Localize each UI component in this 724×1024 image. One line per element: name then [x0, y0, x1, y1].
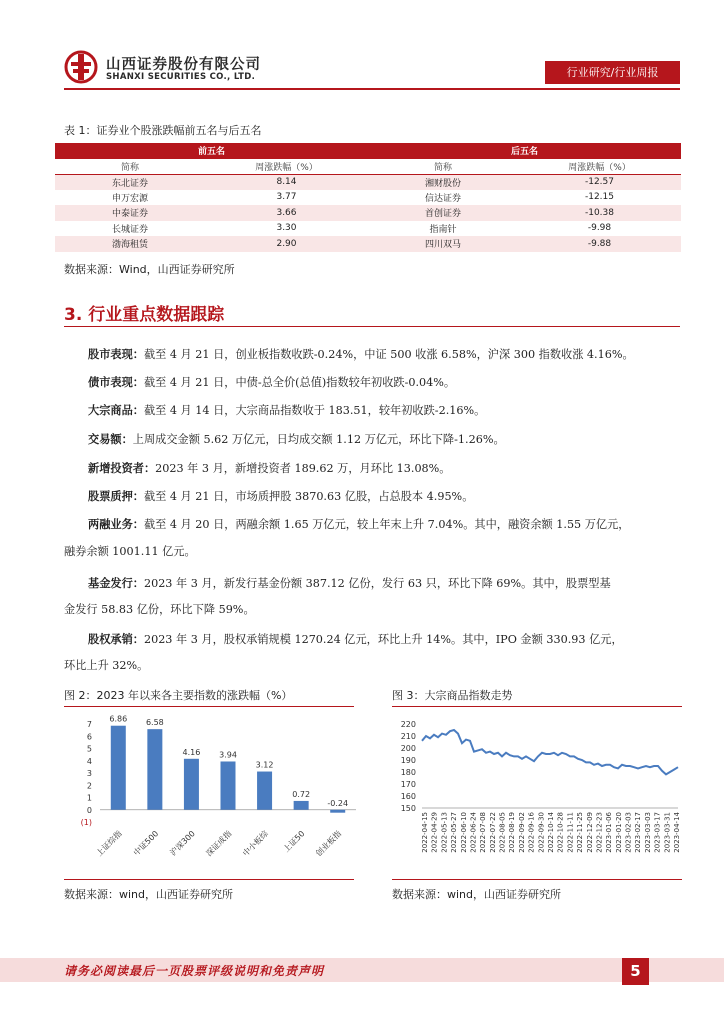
col-change-header: 周涨跌幅（%） — [568, 162, 631, 173]
paragraph-text: 截至 4 月 21 日，市场质押股 3870.63 亿股，占总股本 4.95%。 — [143, 490, 474, 503]
y-tick-label: 150 — [400, 804, 416, 813]
x-tick-label: 2023-01-20 — [614, 812, 623, 853]
x-tick-label: 创业板指 — [314, 829, 344, 859]
x-tick-label: 沪深300 — [168, 829, 197, 858]
table-row — [55, 190, 681, 206]
x-tick-label: 2023-03-31 — [663, 812, 672, 853]
top-stock-name: 申万宏源 — [111, 193, 148, 204]
group-top-five: 前五名 — [55, 143, 368, 159]
top-stock-name: 中泰证券 — [55, 205, 205, 221]
bar-data-label: 6.58 — [145, 718, 164, 728]
x-tick-label: 2022-12-23 — [595, 812, 604, 853]
paragraph-fund-issuance — [64, 569, 680, 598]
bottom-stock-change: -10.38 — [518, 205, 681, 221]
paragraph-turnover — [64, 425, 680, 454]
bar-data-label: 0.72 — [292, 789, 311, 799]
x-tick-label: 中小板综 — [240, 829, 270, 859]
y-tick-label: 200 — [400, 744, 416, 753]
table-row — [55, 221, 681, 237]
figure3-title: 图 3：大宗商品指数走势 — [392, 689, 513, 702]
col-change-header: 周涨跌幅（%） — [255, 162, 318, 173]
header-divider — [64, 88, 680, 90]
x-tick-label: 2022-09-16 — [527, 812, 536, 853]
y-tick-label: 1 — [86, 793, 92, 803]
y-tick-label: 2 — [86, 781, 92, 791]
paragraph-text: 2023 年 3 月，股权承销规模 1270.24 亿元，环比上升 14%。其中，IPO 金额 330.93 亿元， — [143, 633, 623, 646]
bottom-stock-change: -9.88 — [518, 236, 681, 252]
col-name-header: 简称 — [120, 162, 139, 173]
paragraph-text: 截至 4 月 14 日，大宗商品指数收于 183.51，较年初收跌-2.16%。 — [143, 404, 486, 417]
table-row — [55, 236, 681, 252]
x-tick-label: 2022-04-29 — [430, 812, 439, 853]
x-tick-label: 2022-10-28 — [556, 812, 565, 853]
x-tick-label: 2022-06-10 — [459, 812, 468, 853]
bar — [111, 726, 126, 810]
paragraph-text: 上周成交金额 5.62 万亿元，日均成交额 1.12 万亿元，环比下降-1.26%。 — [132, 433, 505, 446]
report-type-tag: 行业研究/行业周报 — [545, 61, 680, 84]
figure3-bottom-divider — [392, 879, 682, 880]
paragraph-text: 2023 年 3 月，新增投资者 189.62 万，月环比 13.08%。 — [155, 462, 451, 475]
section-title: 3. 行业重点数据跟踪 — [64, 305, 225, 325]
x-tick-label: 2022-10-14 — [547, 812, 555, 853]
paragraph-label: 新增投资者： — [88, 461, 156, 475]
bottom-stock-change: -12.15 — [584, 192, 614, 203]
bar-data-label: 6.86 — [109, 714, 128, 724]
top-stock-name: 东北证券 — [55, 174, 205, 190]
bar-data-label: 3.12 — [255, 760, 274, 770]
x-tick-label: 2022-05-27 — [450, 812, 459, 853]
paragraph-text: 截至 4 月 21 日，中债-总全价(总值)指数较年初收跌-0.04%。 — [143, 376, 456, 389]
x-tick-label: 深证成指 — [204, 829, 234, 859]
index-change-bar-chart — [64, 712, 364, 878]
top-stock-change: 3.30 — [276, 223, 297, 234]
x-tick-label: 上证综指 — [94, 829, 124, 859]
x-tick-label: 2022-11-25 — [576, 812, 585, 853]
bar — [257, 772, 272, 810]
y-tick-label: 160 — [400, 792, 416, 801]
page-number: 5 — [622, 958, 649, 985]
bar-data-label: -0.24 — [327, 798, 349, 808]
y-tick-label: 5 — [86, 744, 92, 754]
x-tick-label: 上证50 — [281, 829, 307, 854]
paragraph-stock-pledge — [64, 482, 680, 511]
paragraph-stock-market — [64, 340, 680, 369]
paragraph-fund-issuance-cont: 金发行 58.83 亿份，环比下降 59%。 — [64, 603, 255, 616]
x-tick-label: 2023-01-06 — [605, 812, 614, 853]
top-stock-name: 长城证券 — [111, 224, 148, 235]
top-stock-change: 3.77 — [276, 192, 297, 203]
x-tick-label: 2023-03-17 — [653, 812, 662, 853]
figure2-title: 图 2：2023 年以来各主要指数的涨跌幅（%） — [64, 689, 293, 702]
paragraph-margin-trading-cont: 融券余额 1001.11 亿元。 — [64, 545, 196, 558]
bar-data-label: 3.94 — [219, 750, 237, 760]
x-tick-label: 2022-08-19 — [508, 812, 517, 853]
x-tick-label: 2022-05-13 — [440, 812, 449, 853]
y-tick-label: 4 — [86, 756, 92, 766]
paragraph-label: 债市表现： — [88, 375, 144, 389]
paragraph-commodities — [64, 396, 680, 425]
paragraph-label: 大宗商品： — [88, 403, 144, 417]
bar — [184, 759, 199, 810]
x-tick-label: 2022-06-24 — [469, 812, 478, 853]
x-tick-label: 2022-07-08 — [479, 812, 488, 853]
paragraph-equity-underwriting — [64, 625, 680, 654]
paragraph-margin-trading — [64, 510, 680, 539]
commodity-index-line — [422, 730, 678, 774]
figure2-source: 数据来源：wind，山西证券研究所 — [64, 888, 234, 901]
x-tick-label: 2023-02-03 — [624, 812, 633, 853]
x-tick-label: 2022-09-30 — [537, 812, 546, 853]
y-tick-label: 220 — [400, 720, 416, 729]
x-tick-label: 2022-11-11 — [566, 812, 575, 853]
commodity-index-line-chart — [392, 712, 684, 878]
col-name-header: 简称 — [433, 162, 452, 173]
top-stock-name: 渤海租赁 — [55, 236, 205, 252]
x-tick-label: 2023-04-14 — [673, 812, 681, 853]
paragraph-label: 股票质押： — [88, 489, 144, 503]
bottom-stock-name: 指南针 — [429, 224, 457, 235]
footer-disclaimer: 请务必阅读最后一页股票评级说明和免责声明 — [64, 964, 325, 978]
paragraph-label: 股权承销： — [88, 632, 144, 646]
x-tick-label: 2022-08-05 — [498, 812, 507, 853]
y-tick-label: 3 — [86, 769, 92, 778]
table-group-header — [55, 143, 681, 159]
table-source: 数据来源：Wind，山西证券研究所 — [64, 263, 235, 276]
figure3-source: 数据来源：wind，山西证券研究所 — [392, 888, 562, 901]
company-name-en: SHANXI SECURITIES CO., LTD. — [106, 72, 256, 82]
bar — [330, 810, 345, 813]
table-title: 表 1：证券业个股涨跌幅前五名与后五名 — [64, 124, 262, 137]
stock-ranking-table — [55, 143, 681, 252]
bottom-stock-name: 四川双马 — [368, 236, 518, 252]
x-tick-label: 2022-09-02 — [517, 812, 526, 853]
top-stock-change: 3.66 — [205, 205, 368, 221]
bar-data-label: 4.16 — [182, 747, 201, 757]
paragraph-new-investors — [64, 454, 680, 483]
y-tick-label: 7 — [86, 720, 92, 729]
bottom-stock-change: -12.57 — [518, 174, 681, 190]
figure3-divider — [392, 706, 682, 707]
paragraph-label: 股市表现： — [88, 347, 144, 361]
paragraph-bond-market — [64, 368, 680, 397]
paragraph-text: 截至 4 月 20 日，两融余额 1.65 万亿元，较上年末上升 7.04%。其中，融资余额 1.55 万亿元， — [143, 518, 630, 531]
y-tick-label: 190 — [400, 756, 416, 765]
bottom-stock-name: 信达证券 — [424, 193, 461, 204]
paragraph-text: 截至 4 月 21 日，创业板指数收跌-0.24%，中证 500 收涨 6.58%，沪深 300 指数收涨 4.16%。 — [143, 348, 634, 361]
x-tick-label: 2023-03-03 — [643, 812, 652, 853]
section-divider — [64, 326, 680, 327]
company-logo-icon — [64, 50, 98, 84]
bottom-stock-name: 湘财股份 — [368, 174, 518, 190]
x-tick-label: 2022-07-22 — [488, 812, 497, 853]
x-tick-label: 2022-04-15 — [421, 812, 429, 853]
y-tick-label: 180 — [400, 768, 416, 777]
bar — [147, 729, 162, 810]
paragraph-label: 两融业务： — [88, 517, 144, 531]
top-stock-change: 8.14 — [205, 174, 368, 190]
table-column-header — [55, 159, 681, 175]
x-tick-label: 中证500 — [131, 829, 161, 858]
y-tick-label: 6 — [86, 732, 92, 742]
paragraph-label: 交易额： — [88, 432, 133, 446]
paragraph-label: 基金发行： — [88, 576, 144, 590]
top-stock-change: 2.90 — [205, 236, 368, 252]
bar — [221, 761, 236, 809]
bar — [294, 801, 309, 810]
paragraph-equity-underwriting-cont: 环比上升 32%。 — [64, 659, 149, 672]
figure2-bottom-divider — [64, 879, 354, 880]
table-row — [55, 174, 681, 190]
y-tick-label: 0 — [86, 805, 92, 815]
x-tick-label: 2023-02-17 — [634, 812, 643, 853]
y-tick-label: (1) — [80, 818, 92, 827]
figure2-divider — [64, 706, 354, 707]
table-row — [55, 205, 681, 221]
group-bottom-five: 后五名 — [368, 143, 681, 159]
y-tick-label: 170 — [400, 780, 416, 789]
bottom-stock-change: -9.98 — [587, 223, 612, 234]
bottom-stock-name: 首创证券 — [368, 205, 518, 221]
x-tick-label: 2022-12-09 — [585, 812, 594, 853]
y-tick-label: 210 — [400, 732, 416, 741]
company-name-cn: 山西证券股份有限公司 — [106, 57, 261, 73]
paragraph-text: 2023 年 3 月，新发行基金份额 387.12 亿份，发行 63 只，环比下降 69%。其中，股票型基 — [143, 577, 611, 590]
